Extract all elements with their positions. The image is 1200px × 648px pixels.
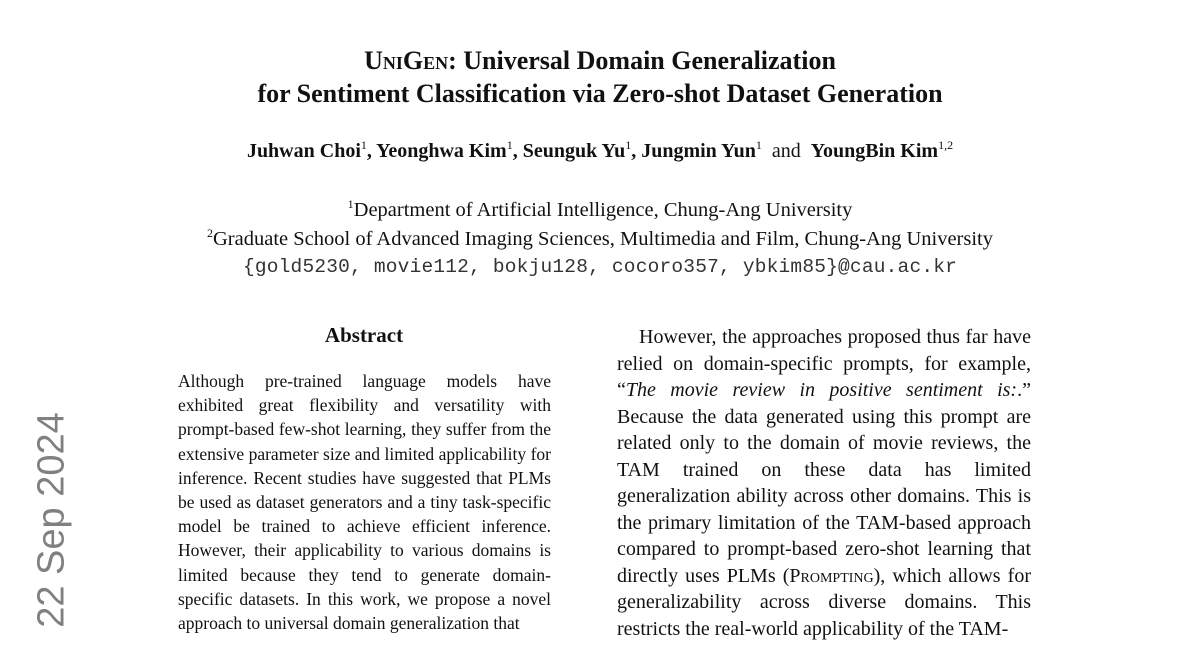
title-line-1 — [0, 44, 1200, 77]
affiliation-mark: 1 — [347, 197, 354, 211]
author-separator: , — [631, 140, 642, 162]
paper-title — [0, 44, 1200, 110]
author-list — [0, 138, 1200, 164]
author-affiliation-mark: 1 — [506, 138, 513, 152]
intro-text-1: However, the approaches proposed thus far have relied on domain-specific prompts, for example, “ — [617, 326, 1031, 401]
title-line-1-rest: : Universal Domain Generalization — [448, 46, 836, 75]
affiliation-text: Department of Artificial Intelligence, Chung-Ang University — [353, 199, 853, 221]
affiliation-2 — [0, 225, 1200, 254]
author-name: Juhwan Choi — [246, 140, 361, 162]
author-emails: {gold5230, movie112, bokju128, cocoro357, ybkim85}@cau.ac.kr — [242, 256, 958, 278]
author-separator-and: and — [761, 140, 811, 162]
author-affiliation-mark: 1 — [755, 138, 762, 152]
affiliation-1 — [0, 196, 1200, 225]
author-affiliation-mark: 1,2 — [938, 138, 954, 152]
introduction-column — [617, 324, 1031, 642]
author-separator: , — [512, 140, 523, 162]
title-acronym: UniGen — [364, 46, 449, 75]
example-prompt: The movie review in positive sentiment is: — [625, 379, 1018, 401]
affiliation-mark: 2 — [207, 225, 213, 240]
affiliation-text: Graduate School of Advanced Imaging Sciences, Multimedia and Film, Chung-Ang University — [213, 227, 993, 250]
author-name: YoungBin Kim — [810, 140, 939, 162]
author-name: Yeonghwa Kim — [376, 140, 507, 162]
abstract-body: Although pre-trained language models have exhibited great flexibility and versatility with prompt-based few-shot learning, they suffer from the extensive parameter size and limited applicability for inference. Recent studies have suggested that PLMs be used as dataset generators and a tiny task-specific model be trained to achieve efficient inference. However, their applicability to various domains is limited because they tend to generate domain-specific datasets. In this work, we propose a novel approach to universal domain generalization that — [178, 371, 551, 634]
affiliations — [0, 196, 1200, 282]
introduction-paragraph — [617, 324, 1031, 642]
title-line-2: for Sentiment Classification via Zero-shot Dataset Generation — [257, 79, 943, 108]
author-separator: , — [366, 140, 377, 162]
arxiv-date-stamp: 22 Sep 2024 — [30, 412, 73, 628]
intro-text-2: .” Because the data generated using this prompt are related only to the domain of movie reviews, the TAM trained on these data has limited generalization ability across other domains. This is the primary limitation of the TAM-based approach compared to prompt-based zero-shot learning that directly uses PLMs ( — [617, 379, 1031, 587]
author-name: Seunguk Yu — [522, 140, 626, 162]
intro-text-3: ), which allows for generalizability across diverse domains. This restricts the real-world applicability of the TAM- — [617, 564, 1032, 640]
author-name: Jungmin Yun — [641, 140, 756, 162]
author-affiliation-mark: 1 — [360, 138, 367, 152]
abstract-heading: Abstract — [324, 323, 404, 347]
author-affiliation-mark: 1 — [625, 138, 632, 152]
prompting-term: Prompting — [789, 564, 874, 587]
